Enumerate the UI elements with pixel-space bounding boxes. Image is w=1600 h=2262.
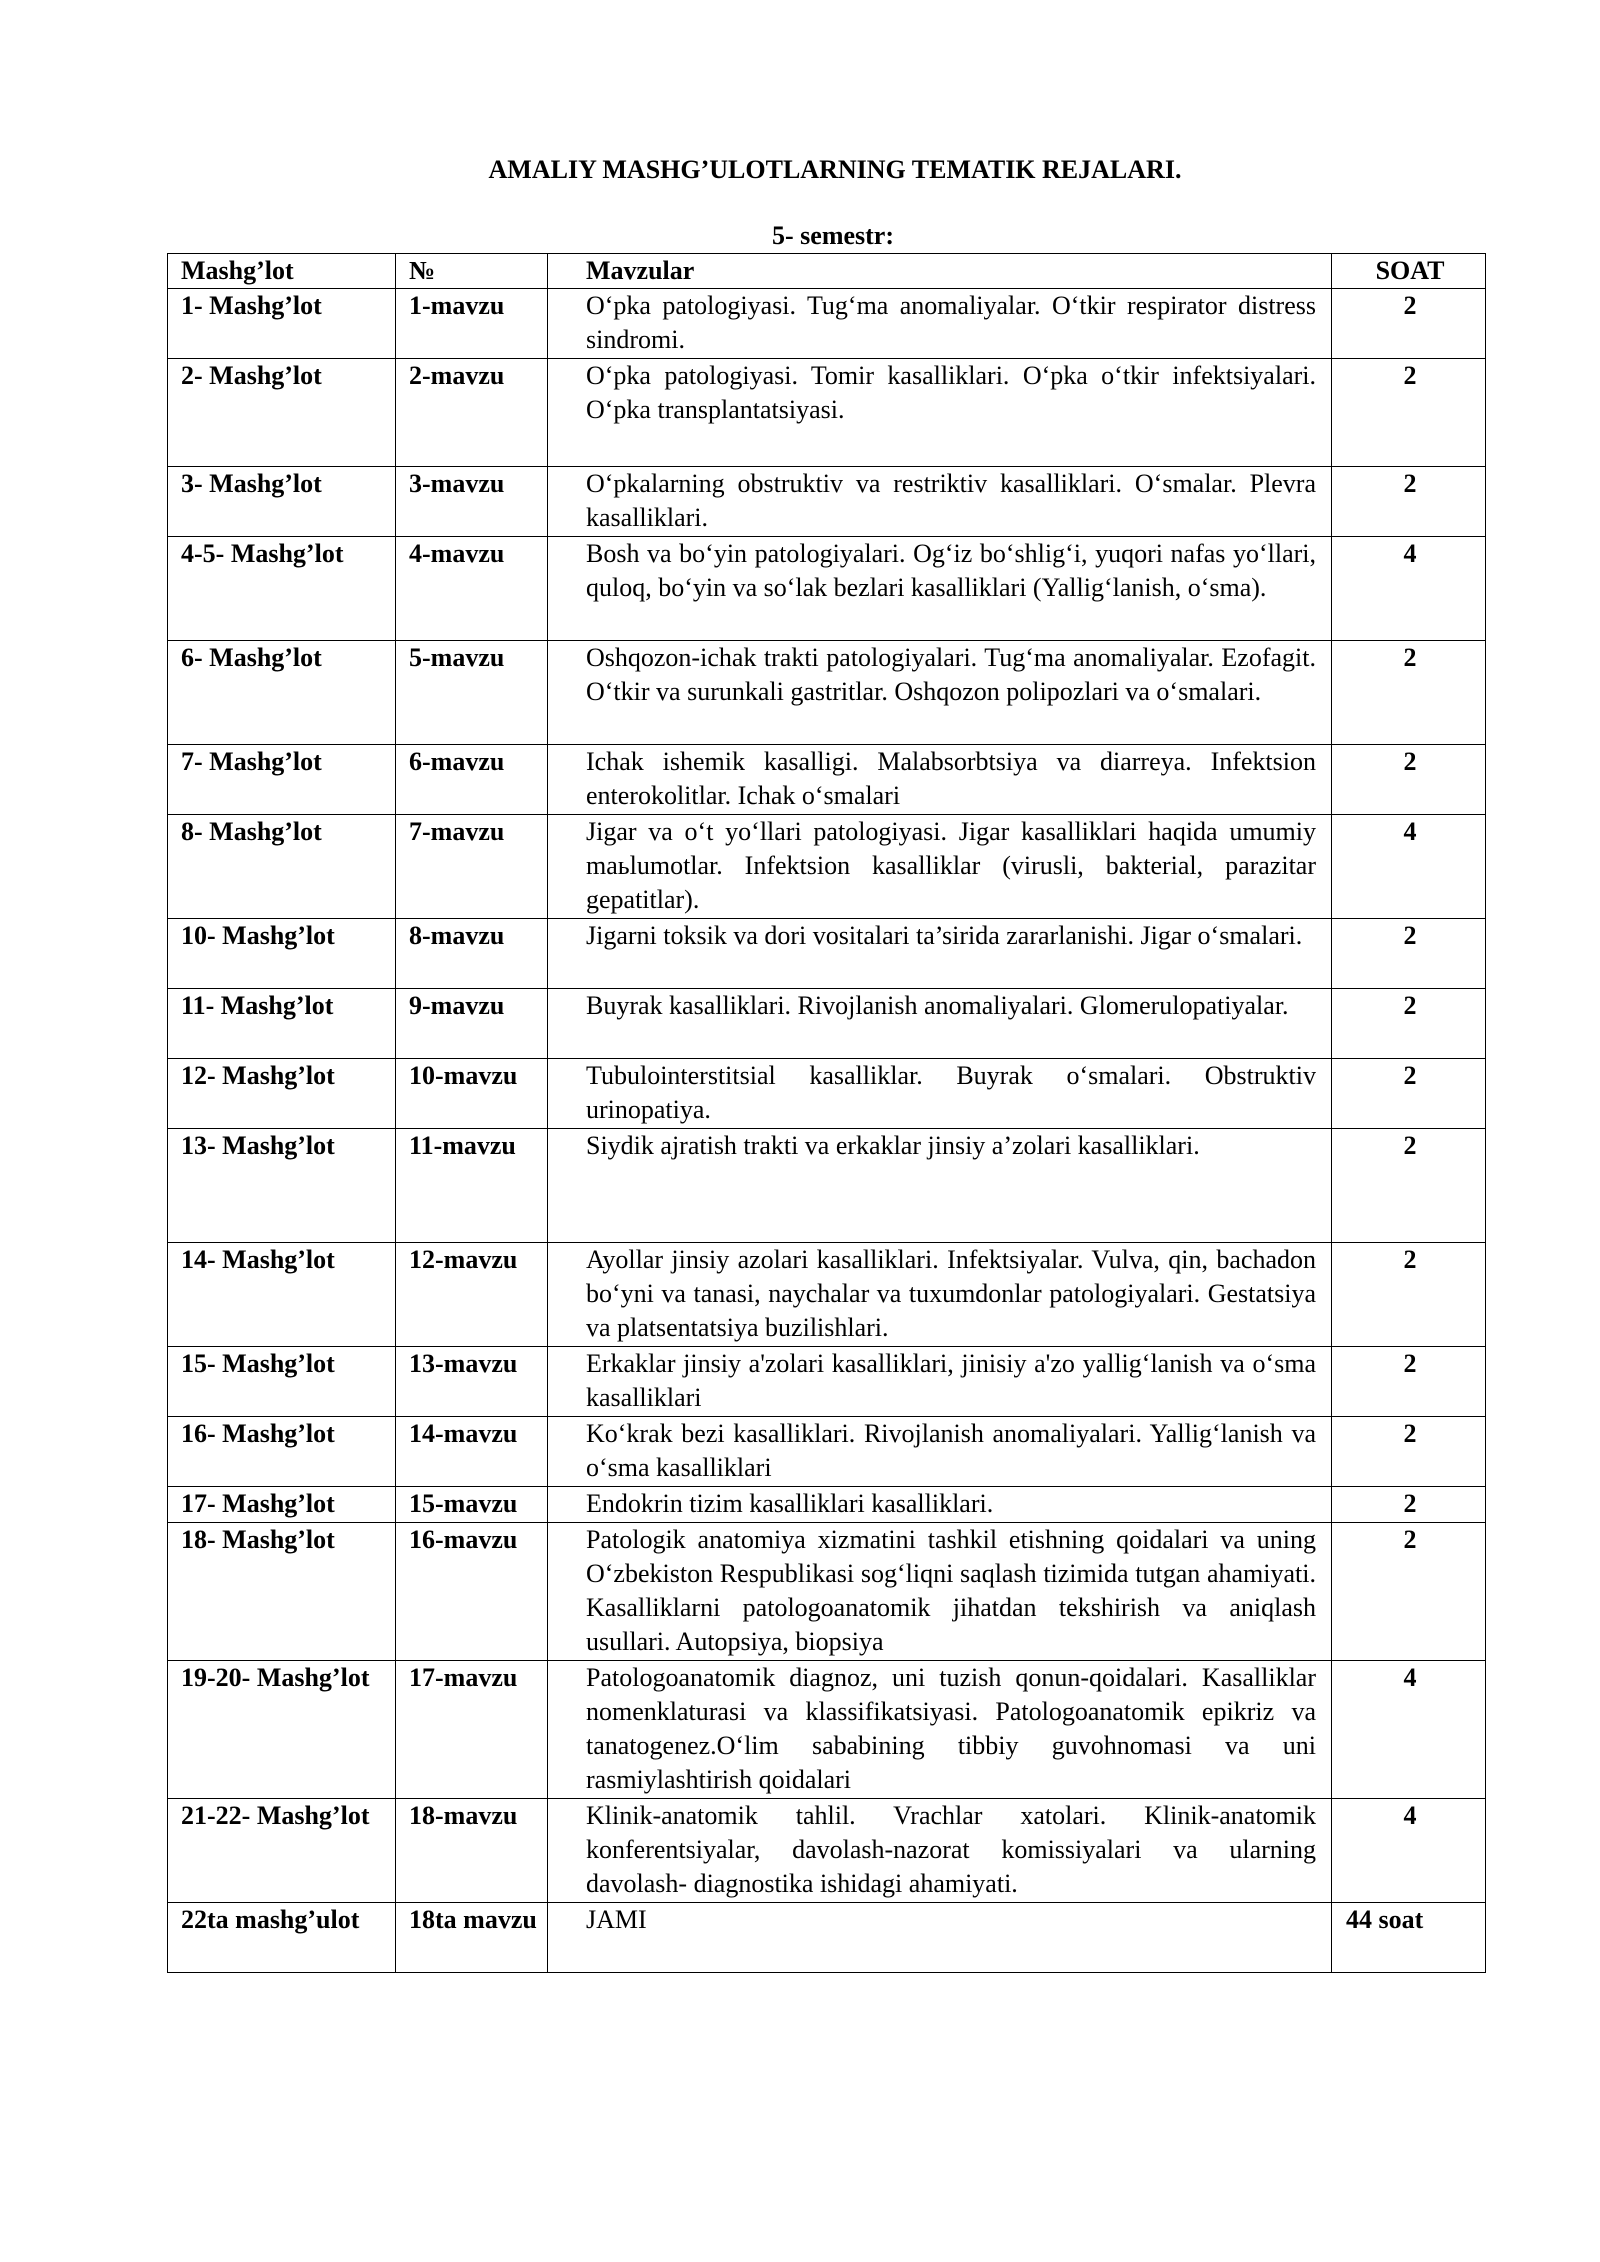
topic-cell: Jigar va o‘t yo‘llari patologiyasi. Jigar kasalliklari haqida umumiy maьlumotlar. Infektsion kasalliklar (virusli, bakterial, parazitar gepatitlar). bbox=[548, 815, 1332, 919]
topic-number-cell: 16-mavzu bbox=[396, 1523, 548, 1661]
topic-cell: Erkaklar jinsiy a'zolari kasalliklari, jinisiy a'zo yallig‘lanish va o‘sma kasalliklari bbox=[548, 1347, 1332, 1417]
hours-cell: 2 bbox=[1332, 1347, 1486, 1417]
hours-cell: 2 bbox=[1332, 1417, 1486, 1487]
topic-cell: O‘pka patologiyasi. Tug‘ma anomaliyalar. O‘tkir respirator distress sindromi. bbox=[548, 289, 1332, 359]
topic-cell: Tubulointerstitsial kasalliklar. Buyrak o‘smalari. Obstruktiv urinopatiya. bbox=[548, 1059, 1332, 1129]
lesson-cell: 6- Mashg’lot bbox=[168, 641, 396, 745]
hours-cell: 2 bbox=[1332, 1243, 1486, 1347]
table-row bbox=[168, 467, 1486, 537]
lesson-cell: 7- Mashg’lot bbox=[168, 745, 396, 815]
header-lesson: Mashg’lot bbox=[168, 254, 396, 289]
document-title: AMALIY MASHG’ULOTLARNING TEMATIK REJALARI. bbox=[488, 155, 1182, 184]
hours-cell: 2 bbox=[1332, 1487, 1486, 1523]
hours-cell: 4 bbox=[1332, 1661, 1486, 1799]
topic-number-cell: 13-mavzu bbox=[396, 1347, 548, 1417]
total-lessons-cell: 22ta mashg’ulot bbox=[168, 1903, 396, 1973]
topic-cell: Bosh va bo‘yin patologiyalari. Og‘iz bo‘shlig‘i, yuqori nafas yo‘llari, quloq, bo‘yin va so‘lak bezlari kasalliklari (Yallig‘lanish, o‘sma). bbox=[548, 537, 1332, 641]
thematic-plan-table bbox=[167, 253, 1486, 1973]
table-row bbox=[168, 745, 1486, 815]
table-row bbox=[168, 289, 1486, 359]
semester-label: 5- semestr: bbox=[772, 221, 894, 250]
topic-cell: Patologoanatomik diagnoz, uni tuzish qonun-qoidalari. Kasalliklar nomenklaturasi va klassifikatsiyasi. Patologoanatomik epikriz va tanatogenez.O‘lim sababining tibbiy guvohnomasi va uni rasmiylashtirish qoidalari bbox=[548, 1661, 1332, 1799]
hours-cell: 4 bbox=[1332, 537, 1486, 641]
lesson-cell: 12- Mashg’lot bbox=[168, 1059, 396, 1129]
topic-cell: Buyrak kasalliklari. Rivojlanish anomaliyalari. Glomerulopatiyalar. bbox=[548, 989, 1332, 1059]
table-row bbox=[168, 1243, 1486, 1347]
topic-number-cell: 11-mavzu bbox=[396, 1129, 548, 1243]
topic-cell: O‘pka patologiyasi. Tomir kasalliklari. O‘pka o‘tkir infektsiyalari. O‘pka transplantatsiyasi. bbox=[548, 359, 1332, 467]
table-row bbox=[168, 537, 1486, 641]
lesson-cell: 15- Mashg’lot bbox=[168, 1347, 396, 1417]
lesson-cell: 10- Mashg’lot bbox=[168, 919, 396, 989]
lesson-cell: 4-5- Mashg’lot bbox=[168, 537, 396, 641]
total-topics-cell: 18ta mavzu bbox=[396, 1903, 548, 1973]
lesson-cell: 13- Mashg’lot bbox=[168, 1129, 396, 1243]
table-row bbox=[168, 919, 1486, 989]
topic-number-cell: 12-mavzu bbox=[396, 1243, 548, 1347]
topic-cell: O‘pkalarning obstruktiv va restriktiv kasalliklari. O‘smalar. Plevra kasalliklari. bbox=[548, 467, 1332, 537]
topic-number-cell: 14-mavzu bbox=[396, 1417, 548, 1487]
table-row bbox=[168, 359, 1486, 467]
table-row bbox=[168, 1799, 1486, 1903]
topic-number-cell: 3-mavzu bbox=[396, 467, 548, 537]
table-row bbox=[168, 1129, 1486, 1243]
hours-cell: 2 bbox=[1332, 1059, 1486, 1129]
lesson-cell: 8- Mashg’lot bbox=[168, 815, 396, 919]
lesson-cell: 14- Mashg’lot bbox=[168, 1243, 396, 1347]
topic-cell: Oshqozon-ichak trakti patologiyalari. Tug‘ma anomaliyalar. Ezofagit. O‘tkir va surunkali gastritlar. Oshqozon polipozlari va o‘smalari. bbox=[548, 641, 1332, 745]
hours-cell: 2 bbox=[1332, 289, 1486, 359]
topic-cell: Ayollar jinsiy azolari kasalliklari. Infektsiyalar. Vulva, qin, bachadon bo‘yni va tanasi, naychalar va tuxumdonlar patologiyalari. Gestatsiya va platsentatsiya buzilishlari. bbox=[548, 1243, 1332, 1347]
table-header-row bbox=[168, 254, 1486, 289]
total-row bbox=[168, 1903, 1486, 1973]
topic-cell: Ko‘krak bezi kasalliklari. Rivojlanish anomaliyalari. Yallig‘lanish va o‘sma kasalliklari bbox=[548, 1417, 1332, 1487]
topic-cell: Ichak ishemik kasalligi. Malabsorbtsiya va diarreya. Infektsion enterokolitlar. Ichak o‘smalari bbox=[548, 745, 1332, 815]
table-row bbox=[168, 815, 1486, 919]
topic-cell: Siydik ajratish trakti va erkaklar jinsiy a’zolari kasalliklari. bbox=[548, 1129, 1332, 1243]
lesson-cell: 18- Mashg’lot bbox=[168, 1523, 396, 1661]
table-row bbox=[168, 641, 1486, 745]
topic-number-cell: 8-mavzu bbox=[396, 919, 548, 989]
table-row bbox=[168, 1487, 1486, 1523]
hours-cell: 2 bbox=[1332, 919, 1486, 989]
table-row bbox=[168, 1523, 1486, 1661]
lesson-cell: 17- Mashg’lot bbox=[168, 1487, 396, 1523]
hours-cell: 4 bbox=[1332, 1799, 1486, 1903]
table-row bbox=[168, 1347, 1486, 1417]
hours-cell: 2 bbox=[1332, 745, 1486, 815]
header-topics: Mavzular bbox=[548, 254, 1332, 289]
hours-cell: 2 bbox=[1332, 359, 1486, 467]
topic-cell: Endokrin tizim kasalliklari kasalliklari. bbox=[548, 1487, 1332, 1523]
hours-cell: 2 bbox=[1332, 467, 1486, 537]
topic-cell: Patologik anatomiya xizmatini tashkil etishning qoidalari va uning O‘zbekiston Respublikasi sog‘liqni saqlash tizimida tutgan ahamiyati. Kasalliklarni patologoanatomik jihatdan tekshirish va aniqlash usullari. Autopsiya, biopsiya bbox=[548, 1523, 1332, 1661]
hours-cell: 4 bbox=[1332, 815, 1486, 919]
lesson-cell: 1- Mashg’lot bbox=[168, 289, 396, 359]
lesson-cell: 21-22- Mashg’lot bbox=[168, 1799, 396, 1903]
lesson-cell: 3- Mashg’lot bbox=[168, 467, 396, 537]
topic-number-cell: 10-mavzu bbox=[396, 1059, 548, 1129]
topic-number-cell: 17-mavzu bbox=[396, 1661, 548, 1799]
lesson-cell: 2- Mashg’lot bbox=[168, 359, 396, 467]
topic-number-cell: 1-mavzu bbox=[396, 289, 548, 359]
topic-number-cell: 18-mavzu bbox=[396, 1799, 548, 1903]
topic-number-cell: 4-mavzu bbox=[396, 537, 548, 641]
topic-cell: Jigarni toksik va dori vositalari ta’sirida zararlanishi. Jigar o‘smalari. bbox=[548, 919, 1332, 989]
topic-cell: Klinik-anatomik tahlil. Vrachlar xatolari. Klinik-anatomik konferentsiyalar, davolash-nazorat komissiyalari va ularning davolash- diagnostika ishidagi ahamiyati. bbox=[548, 1799, 1332, 1903]
hours-cell: 2 bbox=[1332, 1523, 1486, 1661]
table-row bbox=[168, 1661, 1486, 1799]
table-row bbox=[168, 1417, 1486, 1487]
topic-number-cell: 2-mavzu bbox=[396, 359, 548, 467]
lesson-cell: 16- Mashg’lot bbox=[168, 1417, 396, 1487]
hours-cell: 2 bbox=[1332, 1129, 1486, 1243]
table-row bbox=[168, 989, 1486, 1059]
header-number: № bbox=[396, 254, 548, 289]
topic-number-cell: 5-mavzu bbox=[396, 641, 548, 745]
lesson-cell: 11- Mashg’lot bbox=[168, 989, 396, 1059]
hours-cell: 2 bbox=[1332, 989, 1486, 1059]
hours-cell: 2 bbox=[1332, 641, 1486, 745]
table-row bbox=[168, 1059, 1486, 1129]
topic-number-cell: 15-mavzu bbox=[396, 1487, 548, 1523]
total-hours-cell: 44 soat bbox=[1332, 1903, 1486, 1973]
topic-number-cell: 9-mavzu bbox=[396, 989, 548, 1059]
topic-number-cell: 7-mavzu bbox=[396, 815, 548, 919]
total-label-cell: JAMI bbox=[548, 1903, 1332, 1973]
topic-number-cell: 6-mavzu bbox=[396, 745, 548, 815]
lesson-cell: 19-20- Mashg’lot bbox=[168, 1661, 396, 1799]
header-hours: SOAT bbox=[1332, 254, 1486, 289]
